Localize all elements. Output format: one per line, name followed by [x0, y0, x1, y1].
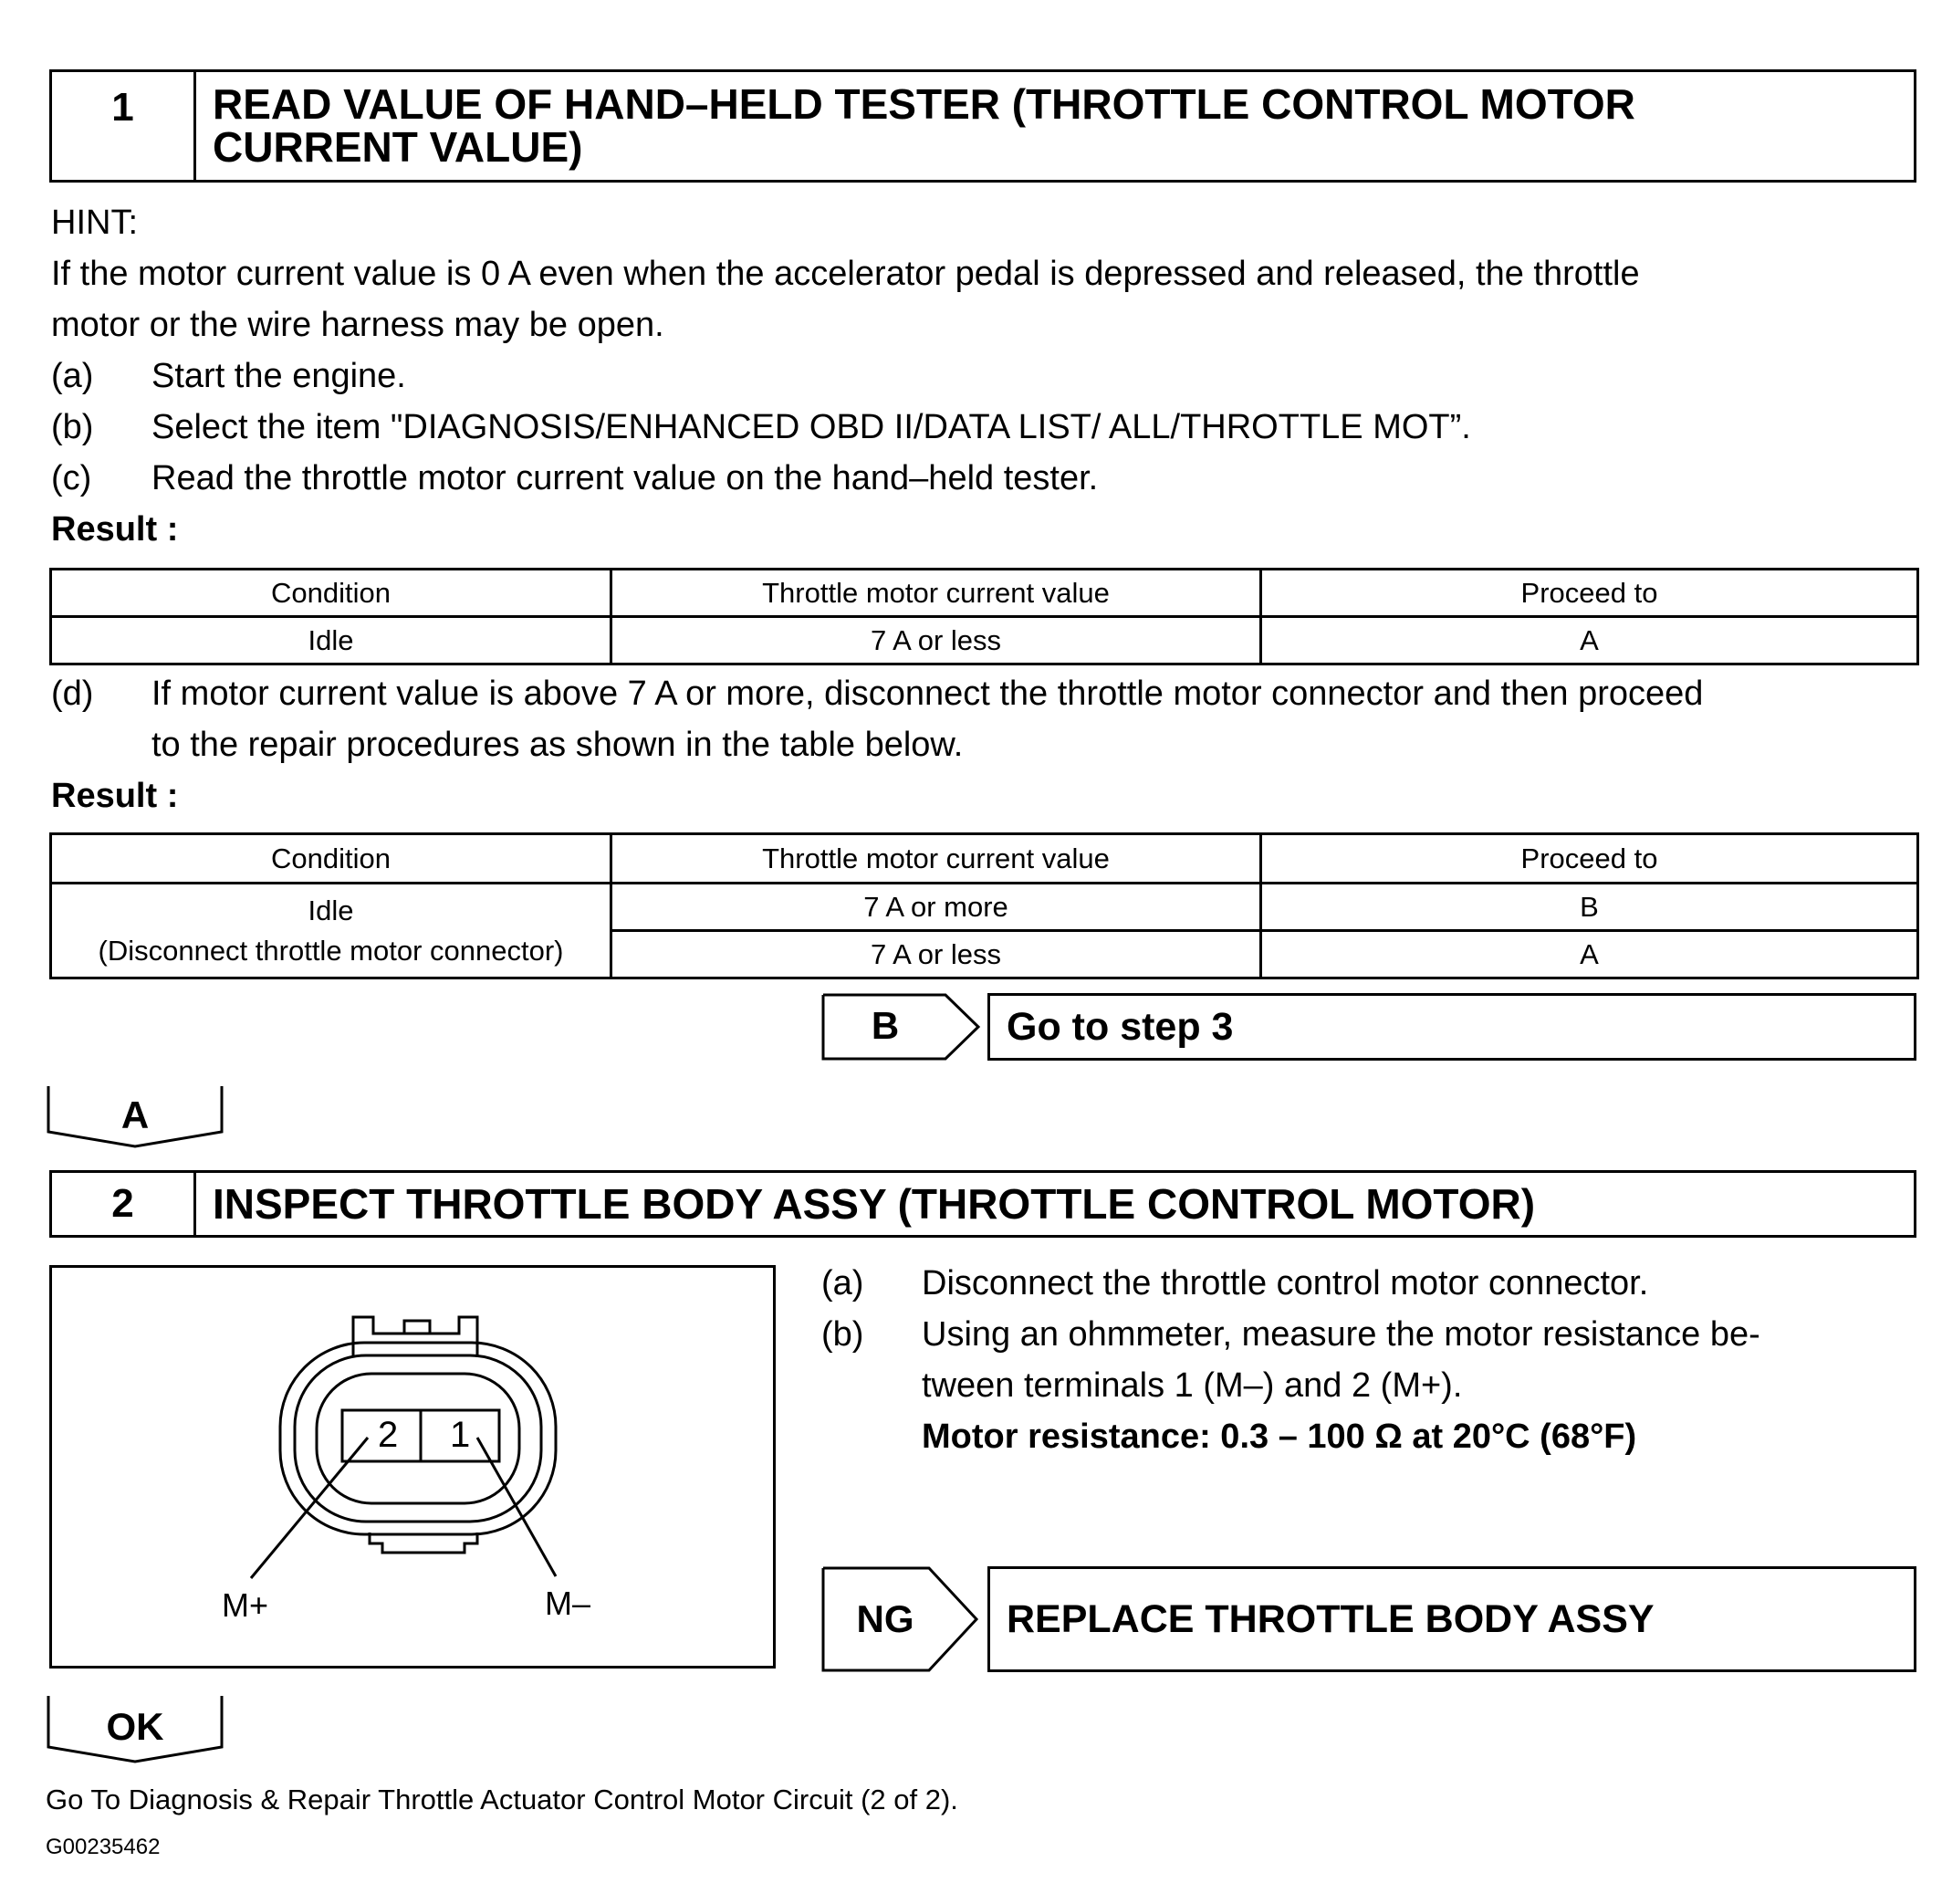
step-text-line-1: Using an ohmmeter, measure the motor resistance be- [922, 1315, 1760, 1354]
pin-1-label: 1 [450, 1415, 471, 1455]
step-title-line-2: CURRENT VALUE) [213, 123, 583, 171]
figure-id: G00235462 [46, 1835, 161, 1859]
header-proceed-to: Proceed to [1261, 570, 1918, 617]
connector-diagram [49, 1265, 776, 1669]
result-table-2 [49, 832, 1919, 979]
step-title-text: INSPECT THROTTLE BODY ASSY (THROTTLE CONTROL MOTOR) [213, 1179, 1536, 1228]
footer-text: Go To Diagnosis & Repair Throttle Actuator Control Motor Circuit (2 of 2). [46, 1784, 958, 1815]
branch-b-label: B [871, 1004, 900, 1047]
cell-current-value: 7 A or less [611, 617, 1261, 664]
step-number [52, 1173, 196, 1235]
step-number [52, 72, 196, 180]
result-label-1: Result : [51, 510, 179, 549]
header-condition: Condition [51, 834, 611, 884]
branch-ok-arrow [46, 1694, 228, 1765]
table-header-row [51, 570, 1918, 617]
cell-proceed-to: A [1261, 931, 1918, 978]
step-text: Start the engine. [151, 357, 406, 395]
step-label: (a) [51, 357, 94, 395]
result-table-1 [49, 568, 1919, 665]
cell-condition: Idle [51, 617, 611, 664]
branch-ng-arrow [821, 1566, 986, 1672]
table-row [51, 617, 1918, 664]
step-label: (a) [821, 1264, 864, 1302]
condition-line-1: Idle [308, 894, 354, 926]
m-minus-label: M– [545, 1585, 591, 1622]
table-row [51, 884, 1918, 931]
step-title [196, 72, 1914, 180]
branch-b-arrow [821, 993, 986, 1061]
step-title [196, 1173, 1914, 1235]
branch-ng-label: NG [856, 1597, 914, 1640]
step-label: (d) [51, 675, 94, 713]
cell-proceed-to: A [1261, 617, 1918, 664]
pin-2-label: 2 [378, 1415, 399, 1455]
step-text-line-2: to the repair procedures as shown in the table below. [151, 726, 964, 764]
branch-b-text: Go to step 3 [1007, 1004, 1234, 1049]
hint-label: HINT: [51, 204, 138, 242]
step-number-text: 1 [111, 85, 134, 130]
step-label: (c) [51, 459, 92, 497]
step-1-header [49, 69, 1916, 183]
table-header-row [51, 834, 1918, 884]
header-condition: Condition [51, 570, 611, 617]
step-text: Disconnect the throttle control motor connector. [922, 1264, 1649, 1302]
step-title-line-1: READ VALUE OF HAND–HELD TESTER (THROTTLE CONTROL MOTOR [213, 80, 1635, 128]
hint-text-line-1: If the motor current value is 0 A even when the accelerator pedal is depressed and released, the throttle [51, 255, 1640, 293]
connector-icon [52, 1268, 773, 1666]
step-text: Read the throttle motor current value on the hand–held tester. [151, 459, 1099, 497]
step-2-header [49, 1170, 1916, 1238]
branch-ng-result-box [987, 1566, 1916, 1672]
cell-current-value: 7 A or more [611, 884, 1261, 931]
resistance-spec: Motor resistance: 0.3 – 100 Ω at 20°C (68°F) [922, 1418, 1637, 1456]
branch-ok-label: OK [106, 1705, 164, 1748]
step-label: (b) [821, 1315, 864, 1354]
header-current-value: Throttle motor current value [611, 570, 1261, 617]
m-plus-label: M+ [222, 1586, 269, 1624]
header-current-value: Throttle motor current value [611, 834, 1261, 884]
branch-ng-text: REPLACE THROTTLE BODY ASSY [1007, 1596, 1655, 1641]
condition-line-2: (Disconnect throttle motor connector) [98, 934, 564, 967]
step-text-line-1: If motor current value is above 7 A or more, disconnect the throttle motor connector and then proceed [151, 675, 1704, 713]
branch-b-result-box [987, 993, 1916, 1061]
result-label-2: Result : [51, 777, 179, 815]
step-number-text: 2 [111, 1181, 134, 1226]
step-text: Select the item "DIAGNOSIS/ENHANCED OBD II/DATA LIST/ ALL/THROTTLE MOT”. [151, 408, 1471, 446]
header-proceed-to: Proceed to [1261, 834, 1918, 884]
branch-a-label: A [120, 1093, 150, 1136]
step-text-line-2: tween terminals 1 (M–) and 2 (M+). [922, 1366, 1463, 1405]
cell-proceed-to: B [1261, 884, 1918, 931]
cell-current-value: 7 A or less [611, 931, 1261, 978]
branch-a-arrow [46, 1084, 228, 1150]
cell-condition [51, 884, 611, 978]
step-label: (b) [51, 408, 94, 446]
hint-text-line-2: motor or the wire harness may be open. [51, 306, 664, 344]
